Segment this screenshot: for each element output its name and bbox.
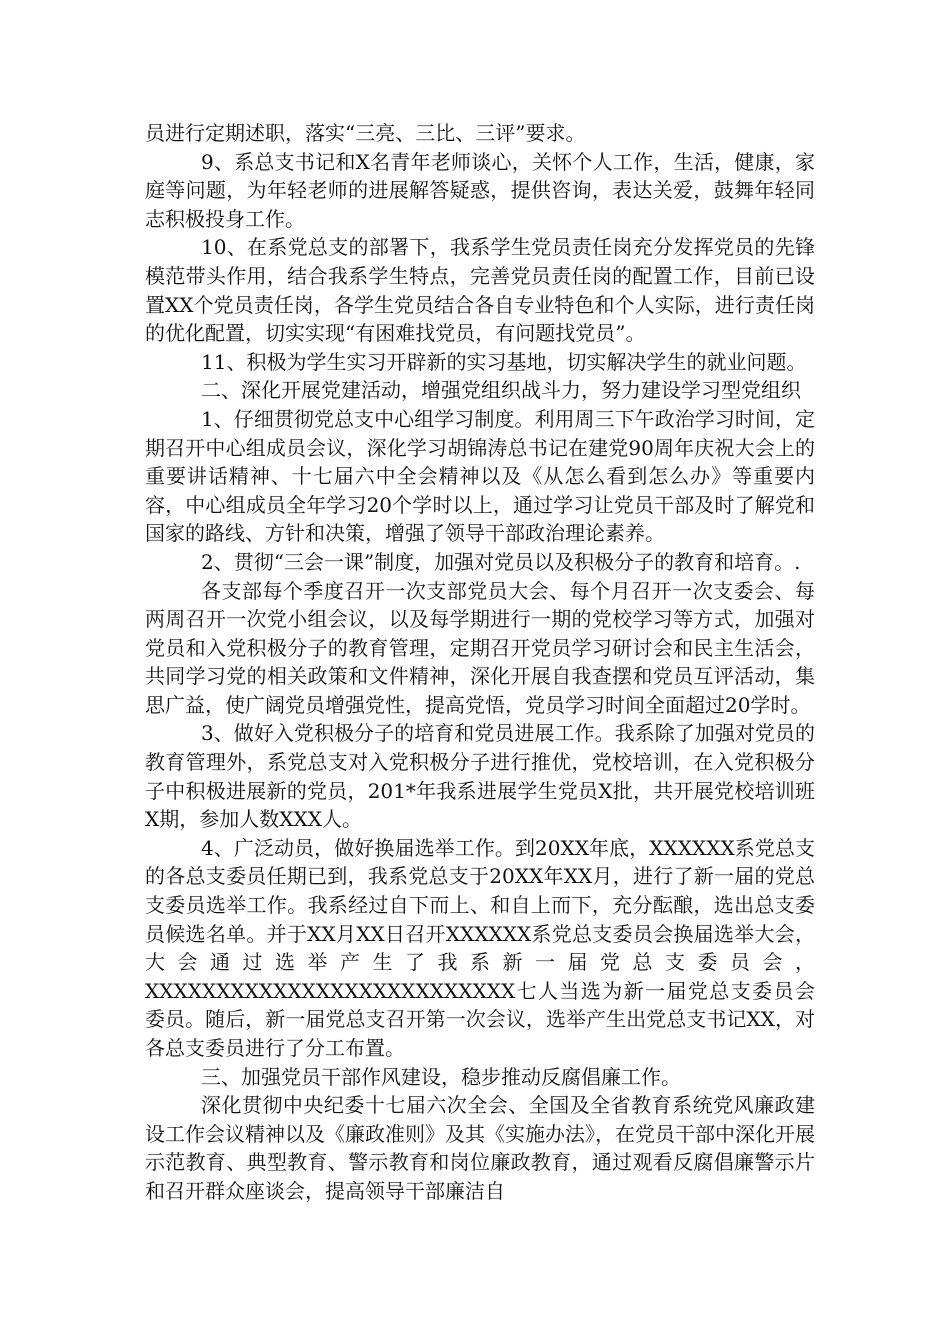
document-page — [145, 119, 815, 1206]
paragraph-item-4: 4、广泛动员，做好换届选举工作。到20XX年底，XXXXXX系党总支的各总支委员任期已到，我系党总支于20XX年XX月，进行了新一届的党总支委员选举工作。我系经过自下而上、和自上而下，充分酝酿，选出总支委员候选名单。并于XX月XX日召开XXXXXX系党总支委员会换届选举大会，大会通过选举产生了我系新一届党总支委员会，XXXXXXXXXXXXXXXXXXXXXXXXXX七人当选为新一届党总支委员会委员。随后，新一届党总支召开第一次会议，选举产生出党总支书记XX，对各总支委员进行了分工布置。 — [145, 835, 815, 1060]
section-heading-3: 三、加强党员干部作风建设，稳步推动反腐倡廉工作。 — [201, 1064, 681, 1089]
paragraph-branch-meetings: 各支部每个季度召开一次支部党员大会、每个月召开一次支委会、每两周召开一次党小组会议，以及每学期进行一期的党校学习等方式，加强对党员和入党积极分子的教育管理，定期召开党员学习研讨会和民主生活会，共同学习党的相关政策和文件精神，深化开展自我查摆和党员互评活动，集思广益，使广阔党员增强党性，提高党悟，党员学习时间全面超过20学时。 — [145, 578, 815, 717]
paragraph-item-9: 9、系总支书记和X名青年老师谈心，关怀个人工作，生活，健康，家庭等问题，为年轻老师的进展解答疑惑，提供咨询，表达关爱，鼓舞年轻同志积极投身工作。 — [145, 149, 815, 231]
paragraph-item-11: 11、积极为学生实习开辟新的实习基地，切实解决学生的就业问题。 — [201, 349, 807, 374]
paragraph-item-3: 3、做好入党积极分子的培育和党员进展工作。我系除了加强对党员的教育管理外，系党总支对入党积极分子进行推优，党校培训，在入党积极分子中积极进展新的党员，201*年我系进展学生党员X批，共开展党校培训班X期，参加人数XXX人。 — [145, 721, 815, 832]
paragraph-continuation: 员进行定期述职，落实“三亮、三比、三评”要求。 — [145, 121, 586, 145]
paragraph-item-10: 10、在系党总支的部署下，我系学生党员责任岗充分发挥党员的先锋模范带头作用，结合我系学生特点，完善党员责任岗的配置工作，目前已设置XX个党员责任岗，各学生党员结合各自专业特色和个人实际，进行责任岗的优化配置，切实实现“有困难找党员，有问题找党员”。 — [145, 235, 815, 346]
paragraph-item-1: 1、仔细贯彻党总支中心组学习制度。利用周三下午政治学习时间，定期召开中心组成员会议，深化学习胡锦涛总书记在建党90周年庆祝大会上的重要讲话精神、十七届六中全会精神以及《从怎么看到怎么办》等重要内容，中心组成员全年学习20个学时以上，通过学习让党员干部及时了解党和国家的路线、方针和决策，增强了领导干部政治理论素养。 — [145, 406, 815, 546]
paragraph-item-2: 2、贯彻“三会一课”制度，加强对党员以及积极分子的教育和培育。. — [201, 549, 801, 574]
paragraph-anti-corruption: 深化贯彻中央纪委十七届六次全会、全国及全省教育系统党风廉政建设工作会议精神以及《廉政准则》及其《实施办法》，在党员干部中深化开展示范教育、典型教育、警示教育和岗位廉政教育，通过观看反腐倡廉警示片和召开群众座谈会，提高领导干部廉洁自 — [145, 1093, 815, 1203]
section-heading-2: 二、深化开展党建活动，增强党组织战斗力，努力建设学习型党组织 — [201, 378, 801, 403]
